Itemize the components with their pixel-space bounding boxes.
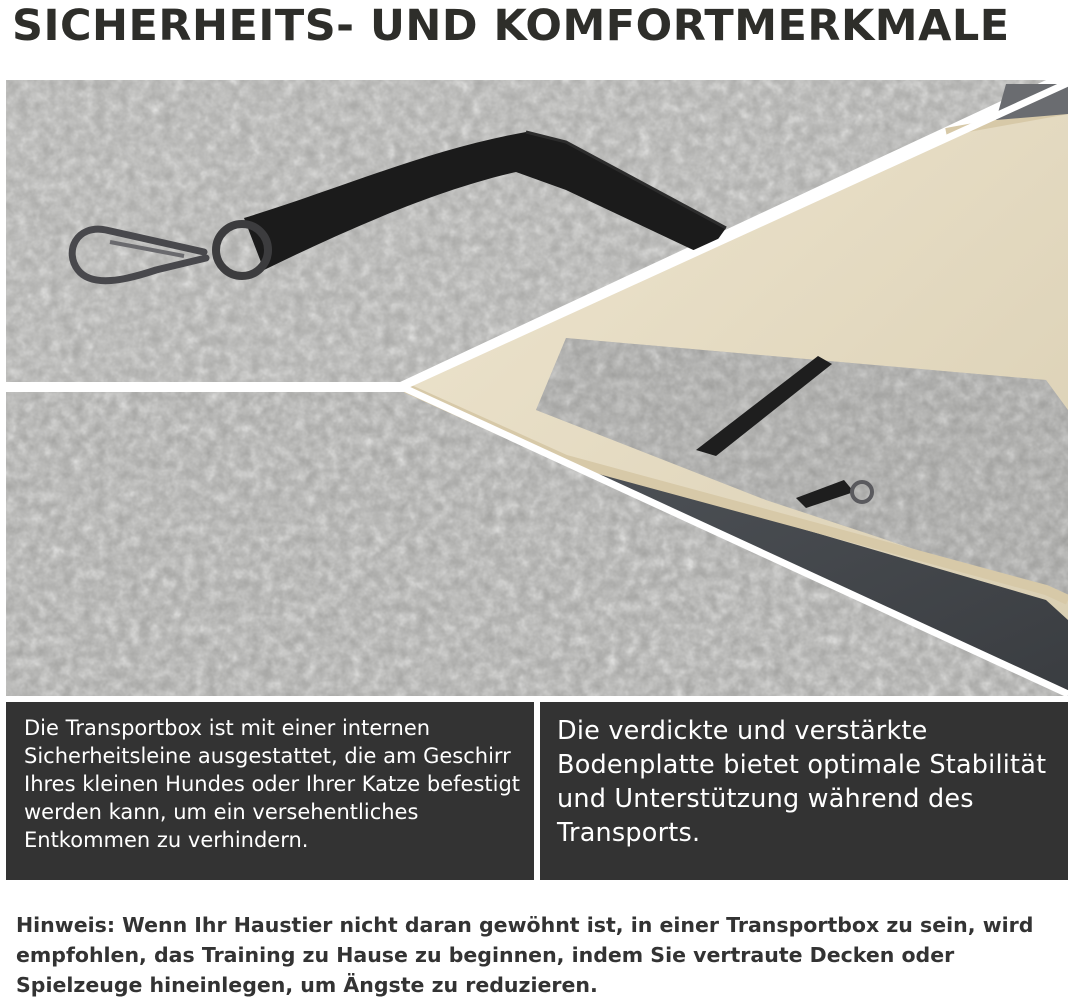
caption-safety-leash: Die Transportbox ist mit einer internen Sicherheitsleine ausgestattet, die am Geschirr Ihres kleinen Hundes oder Ihrer Katze befestigt werden kann, um ein versehentliches Entkommen zu verhindern. — [6, 702, 534, 880]
product-photo-collage — [6, 80, 1068, 696]
page-title: SICHERHEITS- UND KOMFORTMERKMALE — [12, 1, 1010, 51]
hint-text: Hinweis: Wenn Ihr Haustier nicht daran gewöhnt ist, in einer Transportbox zu sein, wird empfohlen, das Training zu Hause zu beginnen, indem Sie vertraute Decken oder Spielzeuge hineinlegen, um Ängste zu reduzieren. — [16, 913, 1034, 997]
caption-floor-plate: Die verdickte und verstärkte Bodenplatte bietet optimale Stabilität und Unterstützung während des Transports. — [540, 702, 1068, 880]
